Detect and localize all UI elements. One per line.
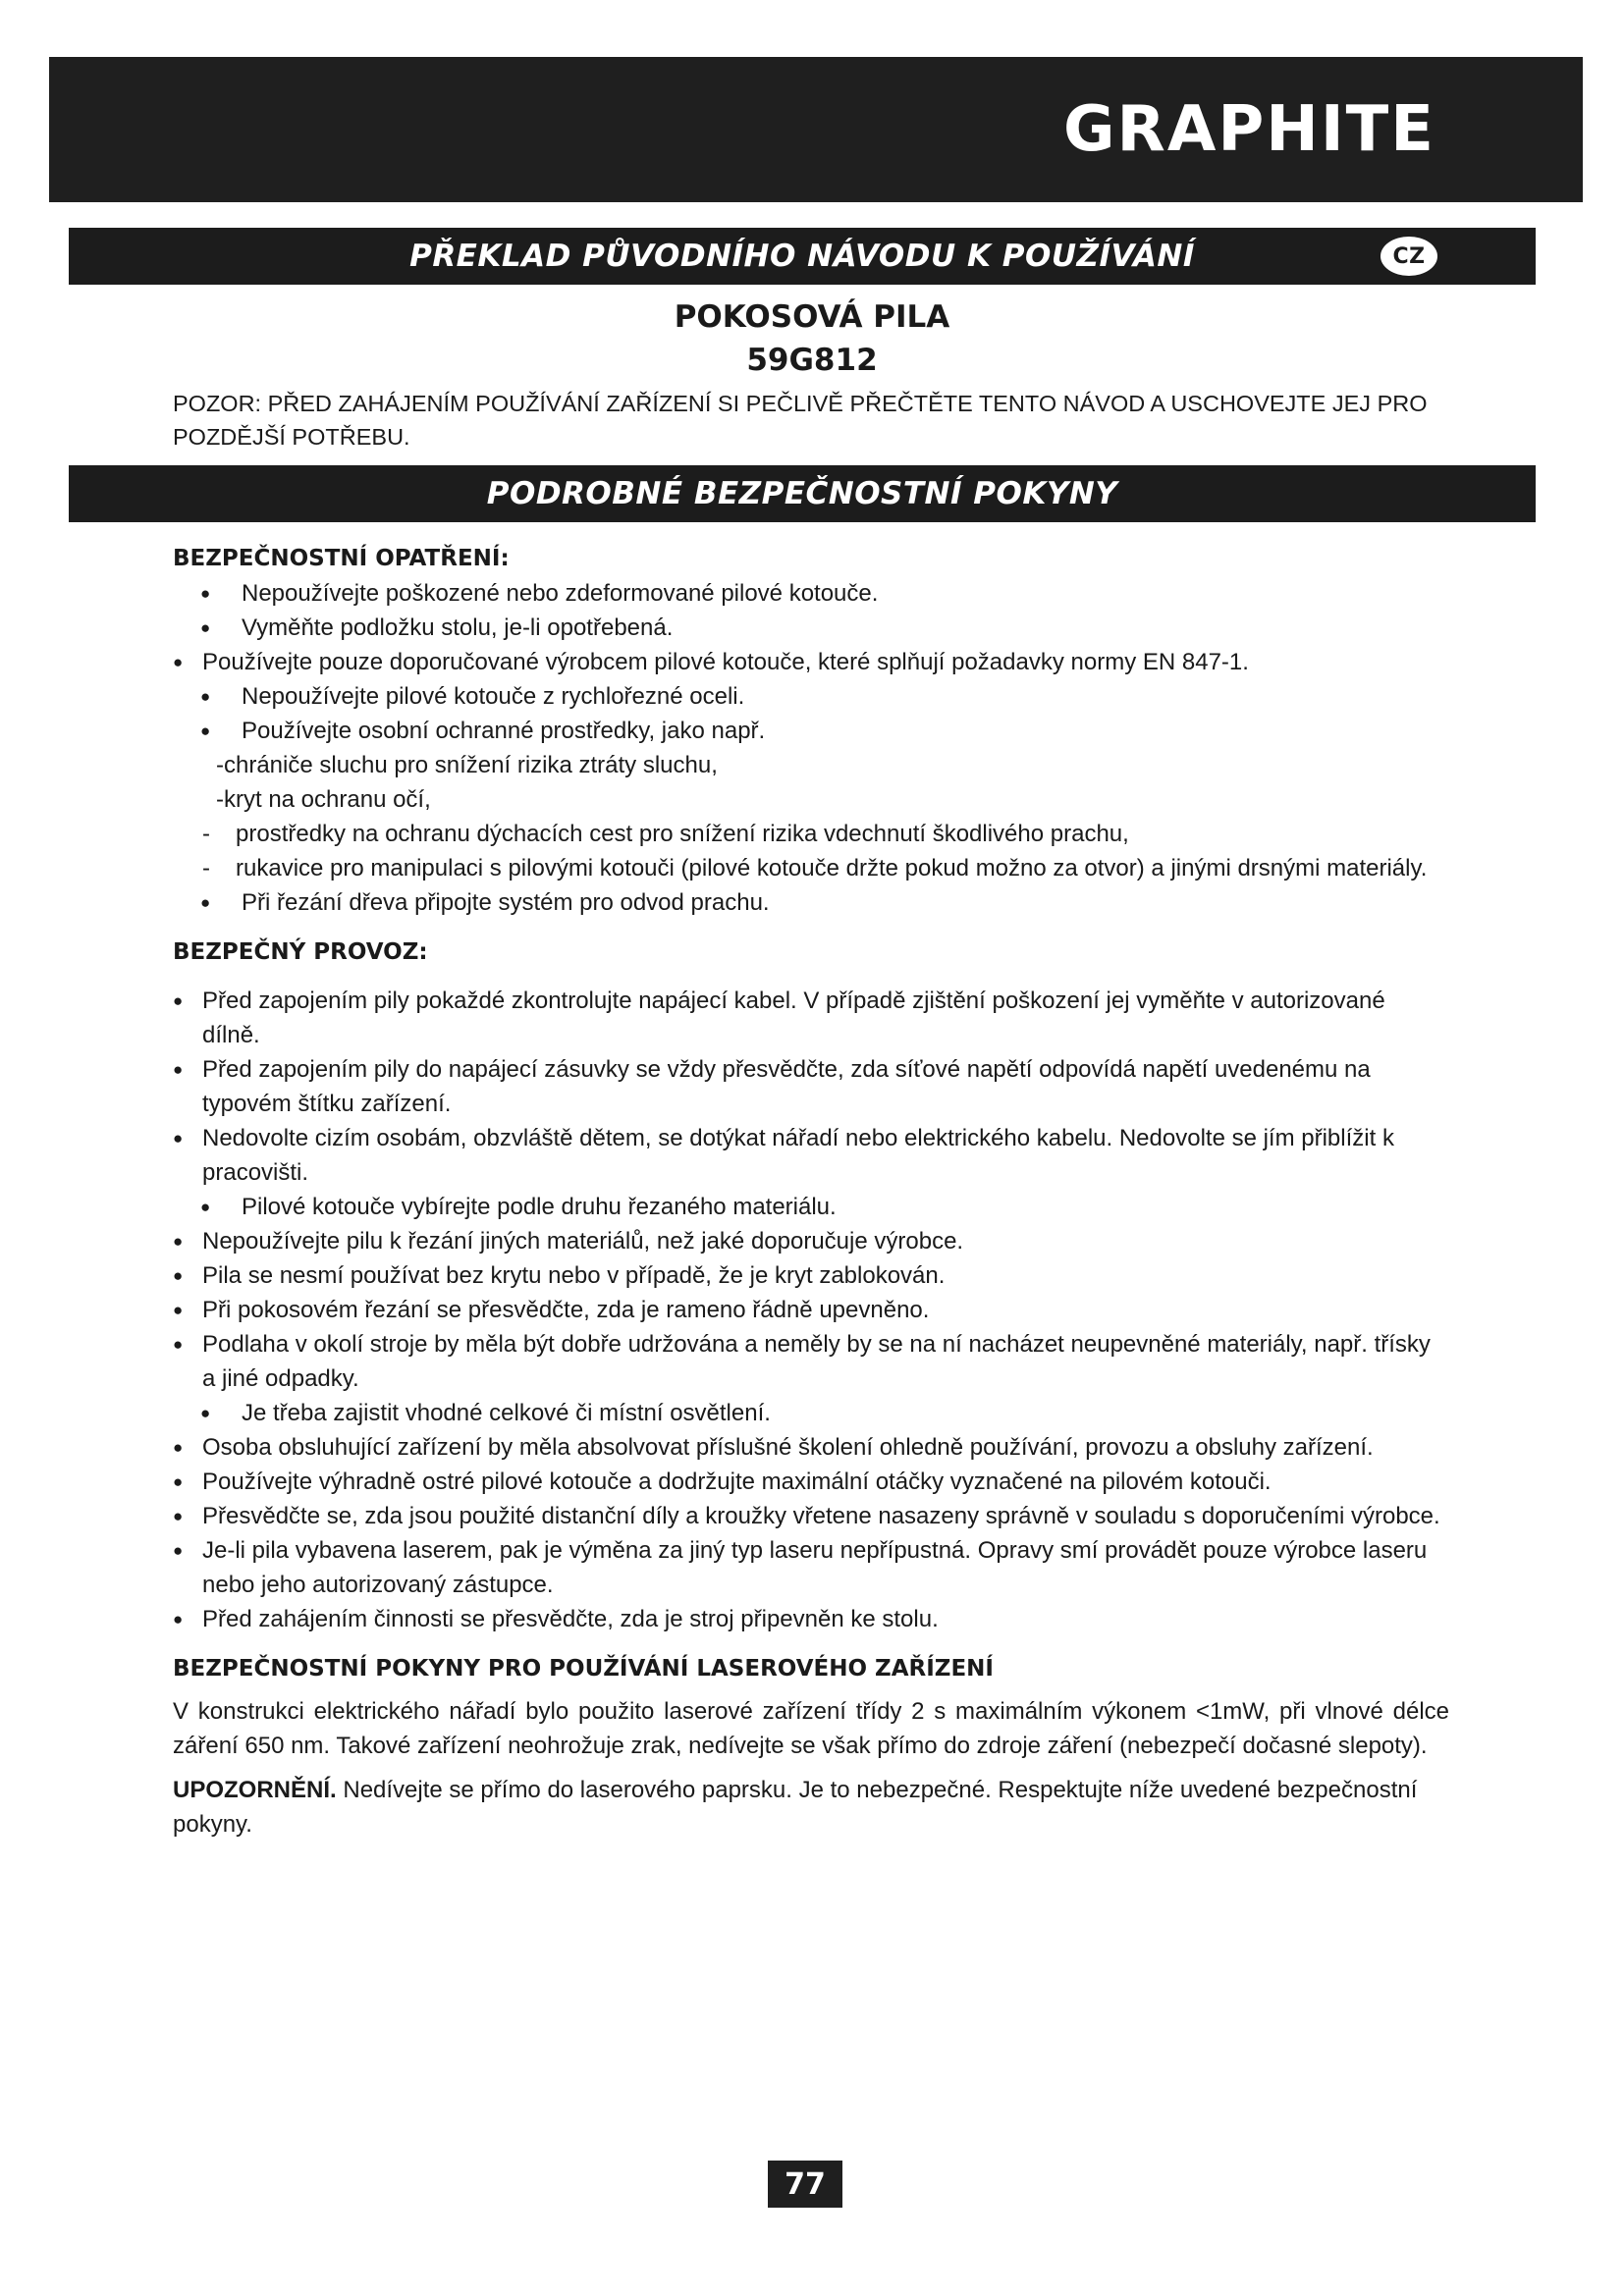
list-item: ● Podlaha v okolí stroje by měla být dobře udržována a neměly by se na ní nacházet neupevněné materiály, např. třísky a jiné odpadky. [173,1327,1449,1396]
list-item: ● Pilové kotouče vybírejte podle druhu řezaného materiálu. [173,1190,1449,1224]
translation-banner [69,228,1536,285]
warning-text: POZOR: PŘED ZAHÁJENÍM POUŽÍVÁNÍ ZAŘÍZENÍ SI PEČLIVĚ PŘEČTĚTE TENTO NÁVOD A USCHOVEJTE JEJ PRO POZDĚJŠÍ POTŘEBU. [173,391,1428,450]
sub-item: - prostředky na ochranu dýchacích cest pro snížení rizika vdechnutí škodlivého prachu, [173,817,1449,851]
notice-label: UPOZORNĚNÍ. [173,1777,337,1803]
list-item: ● Pila se nesmí používat bez krytu nebo v případě, že je kryt zablokován. [173,1258,1449,1293]
list-item: ● Nepoužívejte poškozené nebo zdeformované pilové kotouče. [173,576,1449,611]
list-item: ● Nepoužívejte pilu k řezání jiných materiálů, než jaké doporučuje výrobce. [173,1224,1449,1258]
list-item: ● Při řezání dřeva připojte systém pro odvod prachu. [173,885,1449,920]
list-item: ● Používejte pouze doporučované výrobcem pilové kotouče, které splňují požadavky normy EN 847-1. [173,645,1449,679]
safe-operation-heading: BEZPEČNÝ PROVOZ: [173,939,428,965]
safety-measures-heading: BEZPEČNOSTNÍ OPATŘENÍ: [173,546,510,571]
list-item: ● Před zapojením pily do napájecí zásuvky se vždy přesvědčte, zda síťové napětí odpovídá napětí uvedenému na typovém štítku zařízení. [173,1052,1449,1121]
header-bar [49,57,1583,202]
laser-paragraph: V konstrukci elektrického nářadí bylo použito laserové zařízení třídy 2 s maximálním výkonem <1mW, při vlnové délce záření 650 nm. Takové zařízení neohrožuje zrak, nedívejte se však přímo do zdroje záření (nebezpečí dočasné slepoty). [173,1698,1449,1759]
list-item: ● Před zapojením pily pokaždé zkontrolujte napájecí kabel. V případě zjištění poškození jej vyměňte v autorizované dílně. [173,984,1449,1052]
list-item: ● Před zahájením činnosti se přesvědčte, zda je stroj připevněn ke stolu. [173,1602,1449,1636]
sub-item: -kryt na ochranu očí, [216,786,431,813]
list-item: ● Osoba obsluhující zařízení by měla absolvovat příslušné školení ohledně používání, provozu a obsluhy zařízení. [173,1430,1449,1465]
laser-heading: BEZPEČNOSTNÍ POKYNY PRO POUŽÍVÁNÍ LASEROVÉHO ZAŘÍZENÍ [173,1656,994,1682]
list-item: ● Je třeba zajistit vhodné celkové či místní osvětlení. [173,1396,1449,1430]
list-item: ● Přesvědčte se, zda jsou použité distanční díly a kroužky vřetene nasazeny správně v souladu s doporučeními výrobce. [173,1499,1449,1533]
content-body [173,542,1449,1842]
list-item: ● Je-li pila vybavena laserem, pak je výměna za jiný typ laseru nepřípustná. Opravy smí provádět pouze výrobce laseru nebo jeho autorizovaný zástupce. [173,1533,1449,1602]
list-item: ● Nedovolte cizím osobám, obzvláště dětem, se dotýkat nářadí nebo elektrického kabelu. Nedovolte se jím přiblížit k pracovišti. [173,1121,1449,1190]
page-number: 77 [768,2161,842,2208]
sub-item: - rukavice pro manipulaci s pilovými kotouči (pilové kotouče držte pokud možno za otvor) a jinými drsnými materiály. [173,851,1449,885]
list-item: ● Vyměňte podložku stolu, je-li opotřebená. [173,611,1449,645]
list-item: ● Nepoužívejte pilové kotouče z rychlořezné oceli. [173,679,1449,714]
laser-notice [173,1773,1449,1842]
list-item: ● Při pokosovém řezání se přesvědčte, zda je rameno řádně upevněno. [173,1293,1449,1327]
section-banner [69,465,1536,522]
language-badge: CZ [1380,237,1437,276]
banner-title: PŘEKLAD PŮVODNÍHO NÁVODU K POUŽÍVÁNÍ [409,239,1195,274]
list-item: ● Používejte výhradně ostré pilové kotouče a dodržujte maximální otáčky vyznačené na pilovém kotouči. [173,1465,1449,1499]
notice-text: Nedívejte se přímo do laserového paprsku. Je to nebezpečné. Respektujte níže uvedené bezpečnostní pokyny. [173,1777,1418,1838]
product-model: 59G812 [746,343,878,378]
list-item: ● Používejte osobní ochranné prostředky, jako např. [173,714,1449,748]
sub-item: -chrániče sluchu pro snížení rizika ztráty sluchu, [216,752,718,778]
brand-logo: GRAPHITE [1063,93,1435,166]
product-name: POKOSOVÁ PILA [674,299,950,335]
section-title: PODROBNÉ BEZPEČNOSTNÍ POKYNY [486,476,1118,511]
